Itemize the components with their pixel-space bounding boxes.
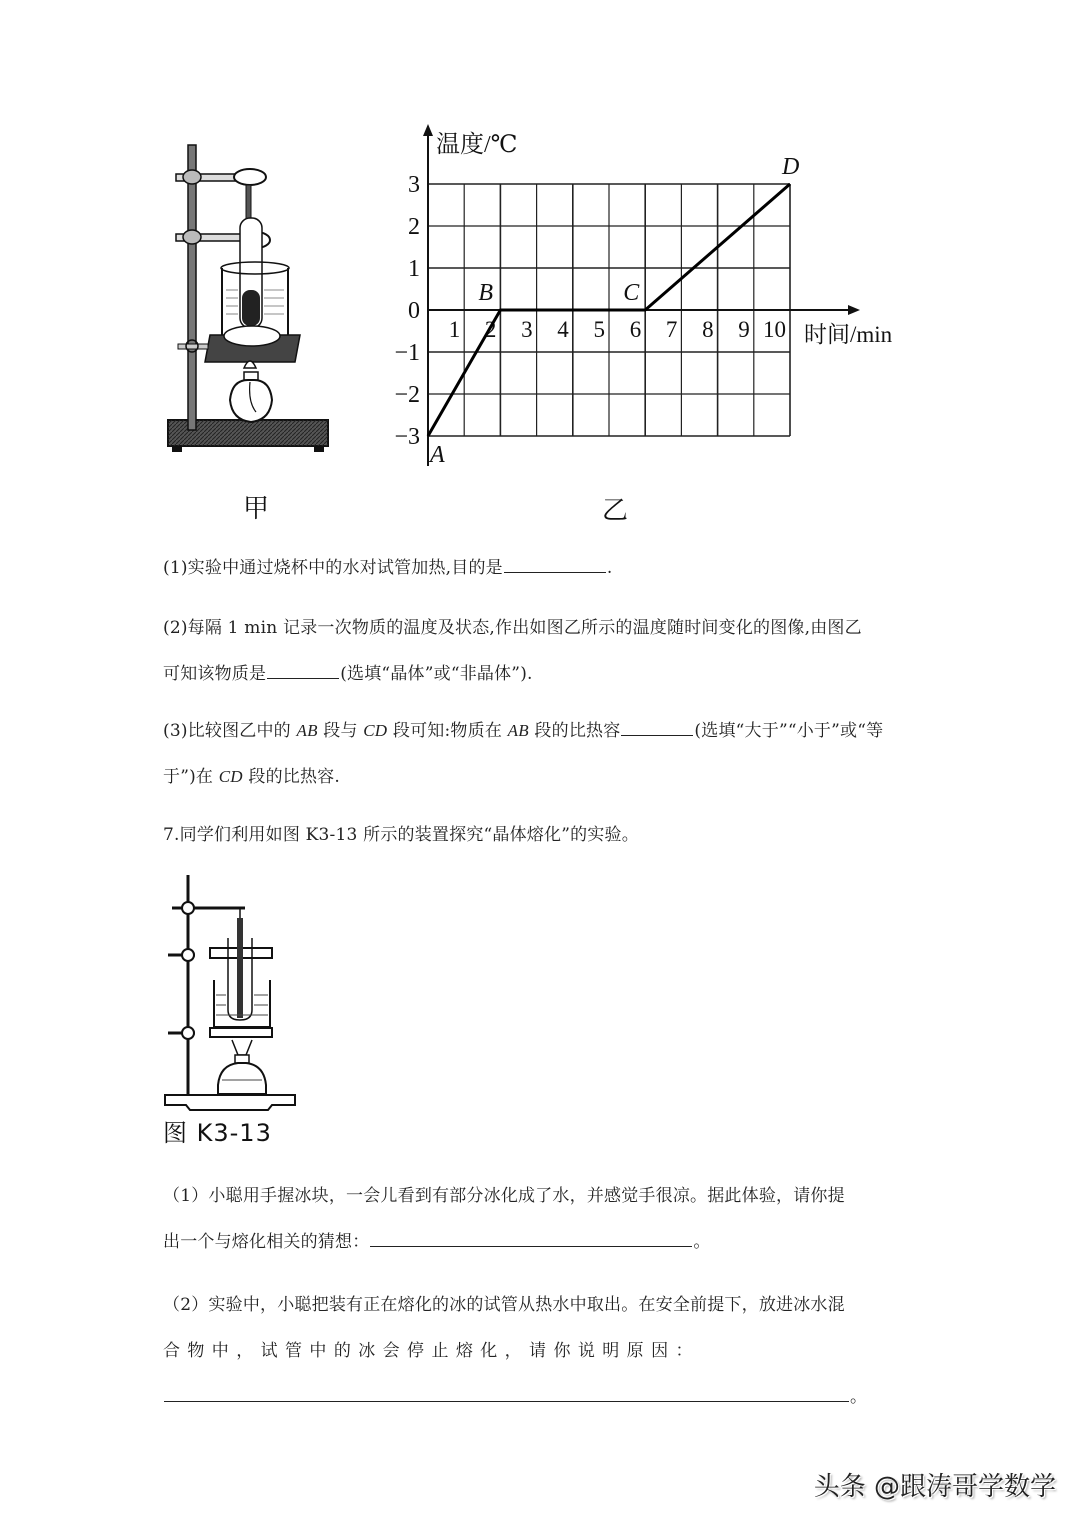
svg-text:6: 6 [629, 317, 642, 342]
q6-2-answer-blank[interactable] [267, 660, 339, 679]
q6-1-text: (1)实验中通过烧杯中的水对试管加热,目的是 [163, 558, 503, 578]
svg-text:1: 1 [408, 256, 420, 282]
q7-2-line3: 。 [163, 1374, 923, 1420]
svg-text:1: 1 [448, 317, 461, 342]
q7-2-line2: 合 物 中 ， 试 管 中 的 冰 会 停 止 熔 化 ， 请 你 说 明 原 因 ： [163, 1341, 694, 1361]
q6-1-answer-blank[interactable] [504, 554, 606, 573]
svg-text:−2: −2 [394, 382, 420, 408]
q6-3-answer-blank[interactable] [621, 717, 693, 736]
apparatus-k3-13-illustration [160, 870, 300, 1115]
svg-text:10: 10 [763, 317, 786, 342]
figure-jia-caption: 甲 [243, 494, 270, 524]
svg-text:时间/min: 时间/min [804, 322, 893, 347]
question-6-part-1: (1)实验中通过烧杯中的水对试管加热,目的是 . [163, 545, 923, 591]
q6-3-line1: (3)比较图乙中的 AB 段与 CD 段可知:物质在 AB 段的比热容 (选填“大于”“小于”或“等 [163, 708, 923, 754]
apparatus-illustration [160, 140, 340, 470]
figure-apparatus-jia [160, 140, 340, 470]
figure-k3-13-apparatus [160, 870, 300, 1115]
question-7-part-2 [163, 1282, 923, 1420]
q6-3-line2: 于”)在 CD 段的比热容. [163, 767, 340, 787]
q7-2-line1: （2）实验中，小聪把装有正在熔化的冰的试管从热水中取出。在安全前提下，放进冰水混 [163, 1295, 845, 1315]
q7-1-line2: 出一个与熔化相关的猜想： 。 [163, 1219, 923, 1265]
question-7-part-1 [163, 1173, 923, 1265]
figure-yi-caption: 乙 [602, 496, 629, 526]
svg-text:温度/℃: 温度/℃ [436, 132, 518, 158]
figure-k3-13-caption: 图 K3-13 [163, 1119, 272, 1147]
svg-text:9: 9 [738, 317, 750, 342]
chart-canvas [380, 120, 920, 480]
q6-2-line1: (2)每隔 1 min 记录一次物质的温度及状态,作出如图乙所示的温度随时间变化的图像,由图乙 [163, 618, 862, 638]
svg-text:−1: −1 [394, 340, 420, 366]
svg-text:8: 8 [702, 317, 714, 342]
q7-1-line1: （1）小聪用手握冰块，一会儿看到有部分冰化成了水，并感觉手很凉。据此体验，请你提 [163, 1186, 845, 1206]
q6-2-line2: 可知该物质是 (选填“晶体”或“非晶体”). [163, 651, 923, 697]
svg-text:2: 2 [408, 214, 420, 240]
svg-text:A: A [430, 442, 445, 468]
q7-2-answer-blank[interactable] [164, 1383, 849, 1402]
svg-text:4: 4 [557, 317, 569, 342]
q7-1-answer-blank[interactable] [370, 1228, 692, 1247]
svg-text:7: 7 [665, 317, 678, 342]
watermark: 头条 @跟涛哥学数学 [813, 1472, 1056, 1502]
svg-text:C: C [623, 280, 640, 306]
question-6-part-3 [163, 708, 923, 800]
svg-text:B: B [478, 280, 494, 306]
question-7-stem: 7.同学们利用如图 K3-13 所示的装置探究“晶体熔化”的实验。 [163, 825, 639, 845]
svg-text:3: 3 [521, 317, 533, 342]
temperature-time-chart [380, 120, 920, 480]
svg-text:2: 2 [484, 317, 497, 342]
svg-text:D: D [782, 154, 800, 180]
svg-text:−3: −3 [394, 424, 420, 450]
question-6-part-2 [163, 605, 923, 697]
svg-text:5: 5 [593, 317, 605, 342]
svg-text:3: 3 [408, 172, 420, 198]
svg-text:0: 0 [408, 298, 420, 324]
